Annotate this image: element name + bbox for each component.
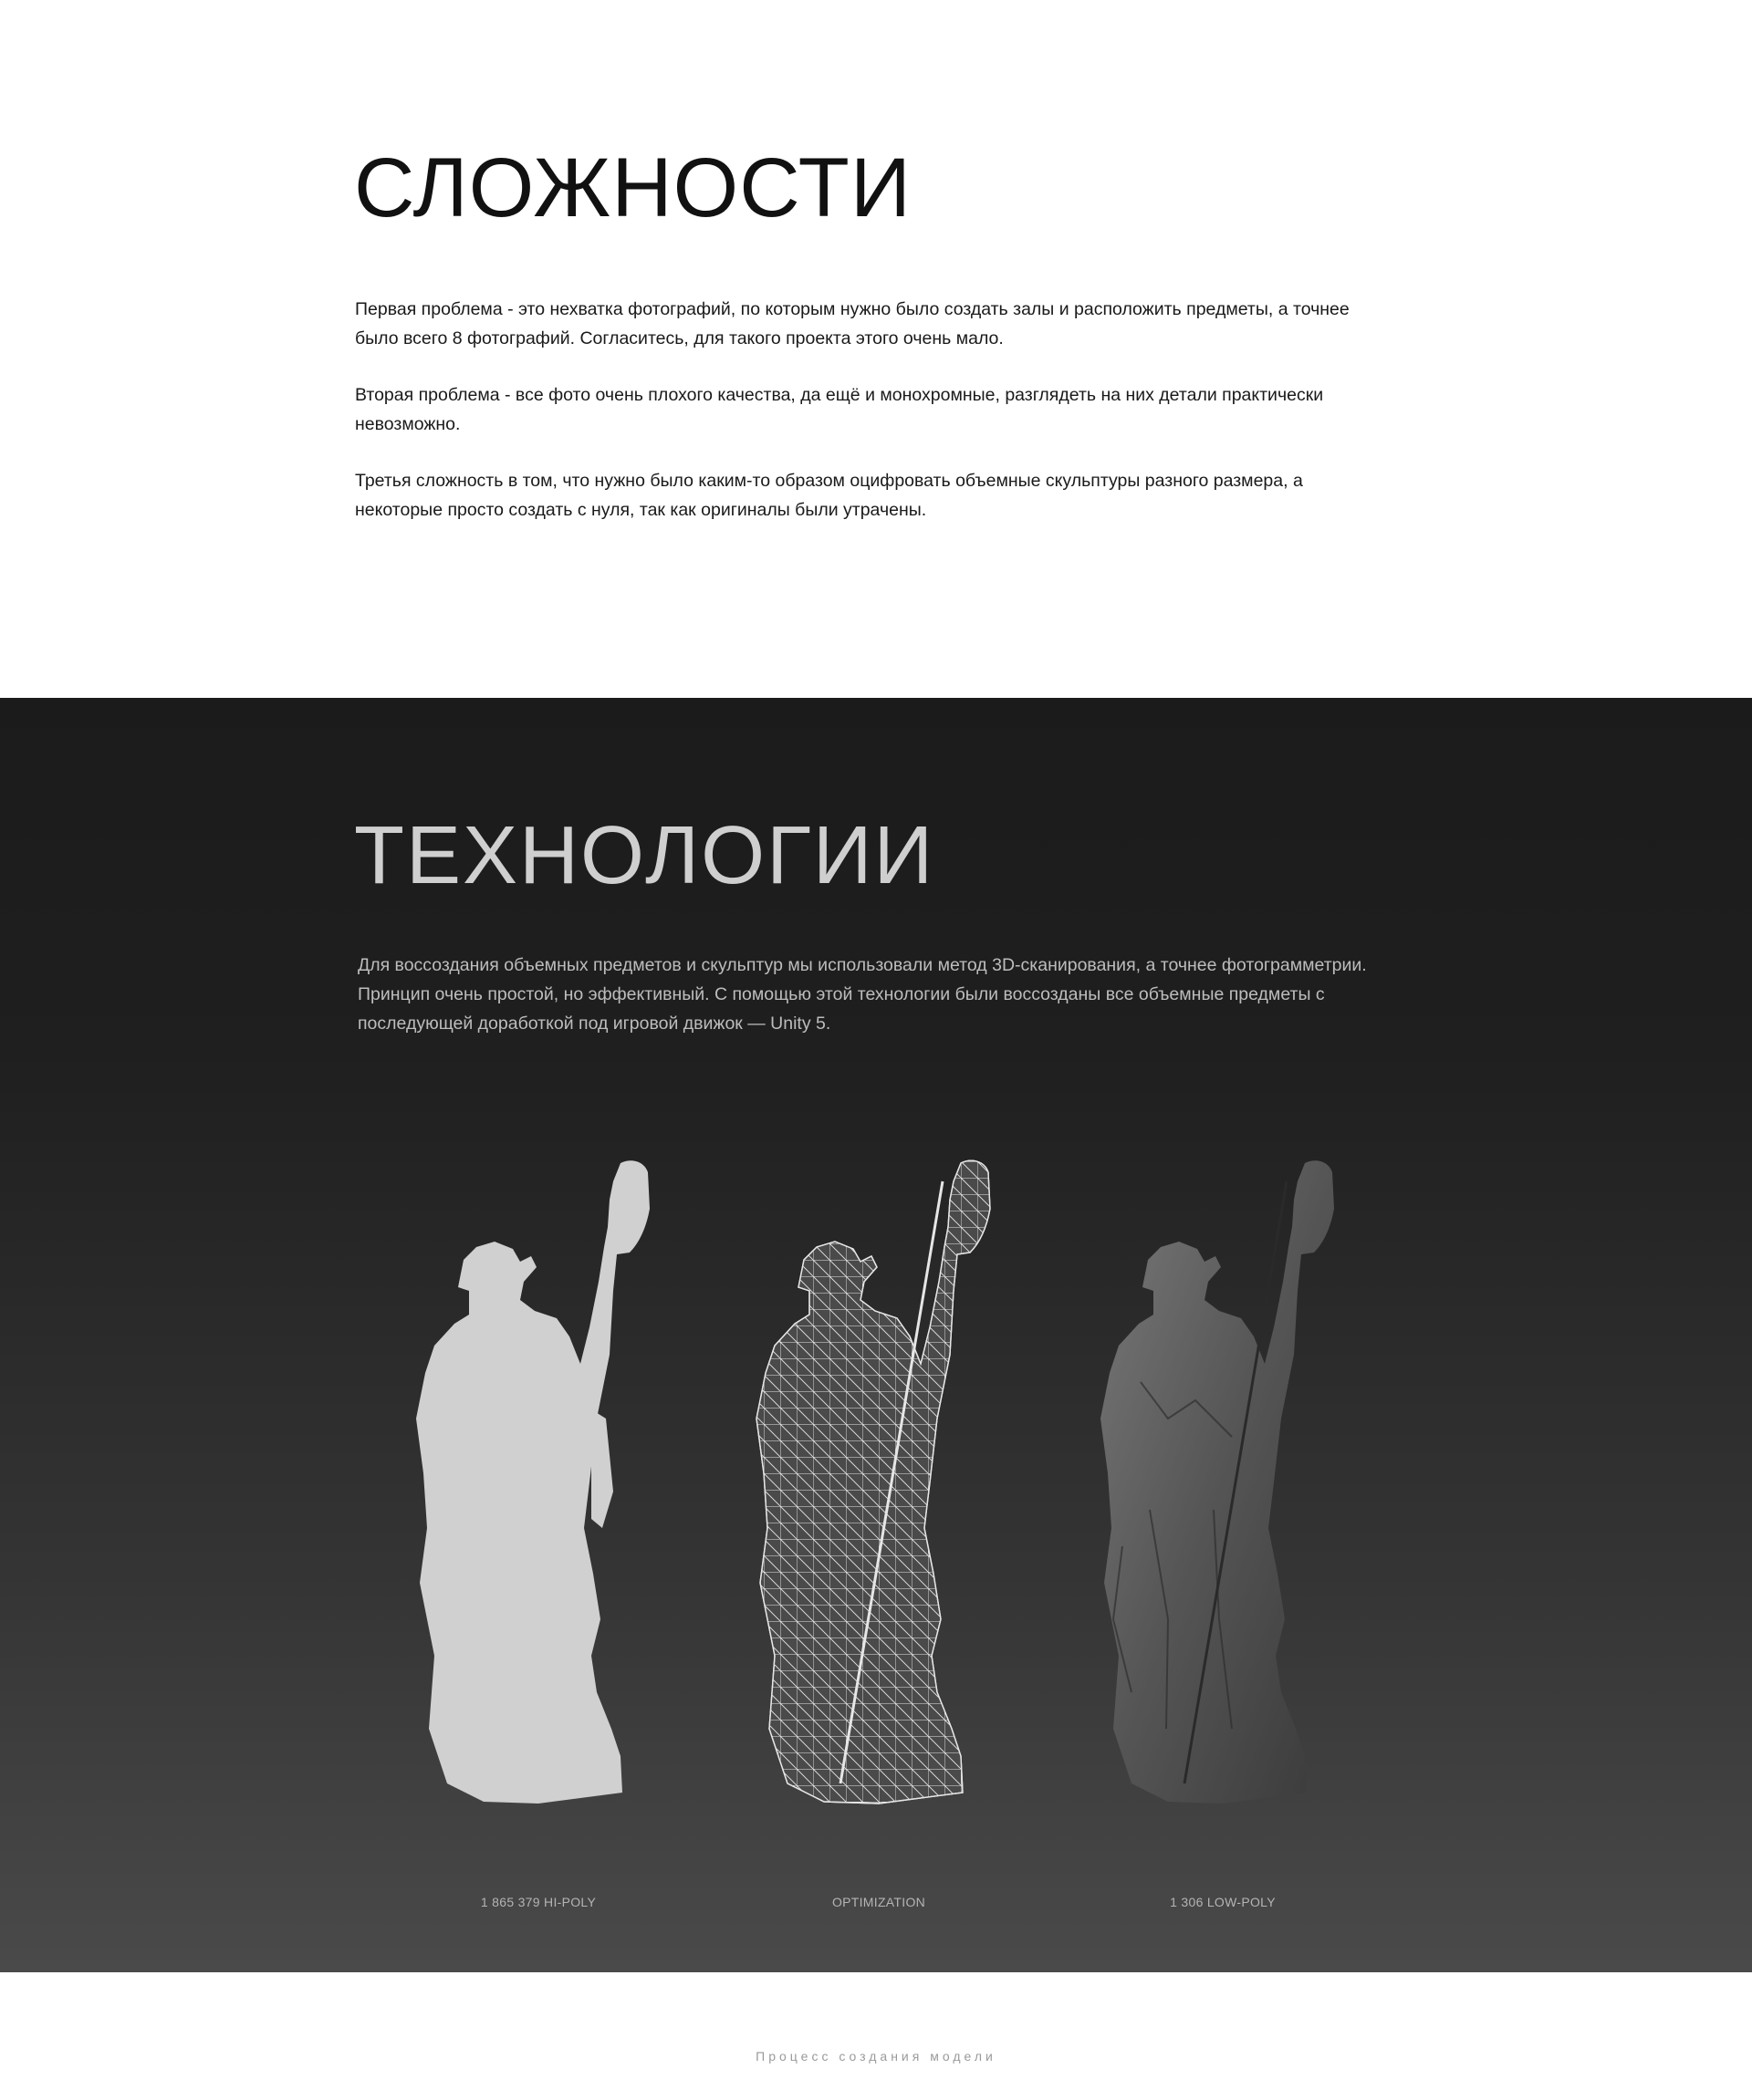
- difficulties-paragraph-1: Первая проблема - это нехватка фотографий, по которым нужно было создать залы и расположить предметы, а точнее было всего 8 фотографий. Согласитесь, для такого проекта этого очень мало.: [355, 299, 1350, 348]
- statue-wireframe-icon: [714, 1145, 1043, 1838]
- low-poly-label: 1 306 LOW-POLY: [1170, 1895, 1276, 1909]
- optimization-label: OPTIMIZATION: [831, 1895, 926, 1909]
- technologies-section: [0, 698, 1752, 1972]
- technologies-paragraph: Для воссоздания объемных предметов и скульптур мы использовали метод 3D-сканирования, а точнее фотограмметрии. Принцип очень простой, но эффективный. С помощью этой технологии были воссозданы все объемные предметы с последующей доработкой под игровой движок — Unity 5.: [358, 955, 1367, 1034]
- difficulties-section: [0, 0, 1752, 698]
- difficulties-paragraph-2: Вторая проблема - все фото очень плохого качества, да ещё и монохромные, разглядеть на них детали практически невозможно.: [355, 385, 1324, 434]
- statue-silhouette-icon: [374, 1145, 703, 1838]
- process-caption: Процесс создания модели: [756, 2049, 996, 2064]
- difficulties-title: СЛОЖНОСТИ: [354, 141, 912, 234]
- technologies-title: ТЕХНОЛОГИИ: [354, 810, 935, 901]
- statue-render-icon: [1058, 1145, 1387, 1838]
- hi-poly-label: 1 865 379 HI-POLY: [480, 1895, 597, 1909]
- difficulties-paragraph-3: Третья сложность в том, что нужно было каким-то образом оцифровать объемные скульптуры разного размера, а некоторые просто создать с нуля, так как оригиналы были утрачены.: [355, 471, 1303, 520]
